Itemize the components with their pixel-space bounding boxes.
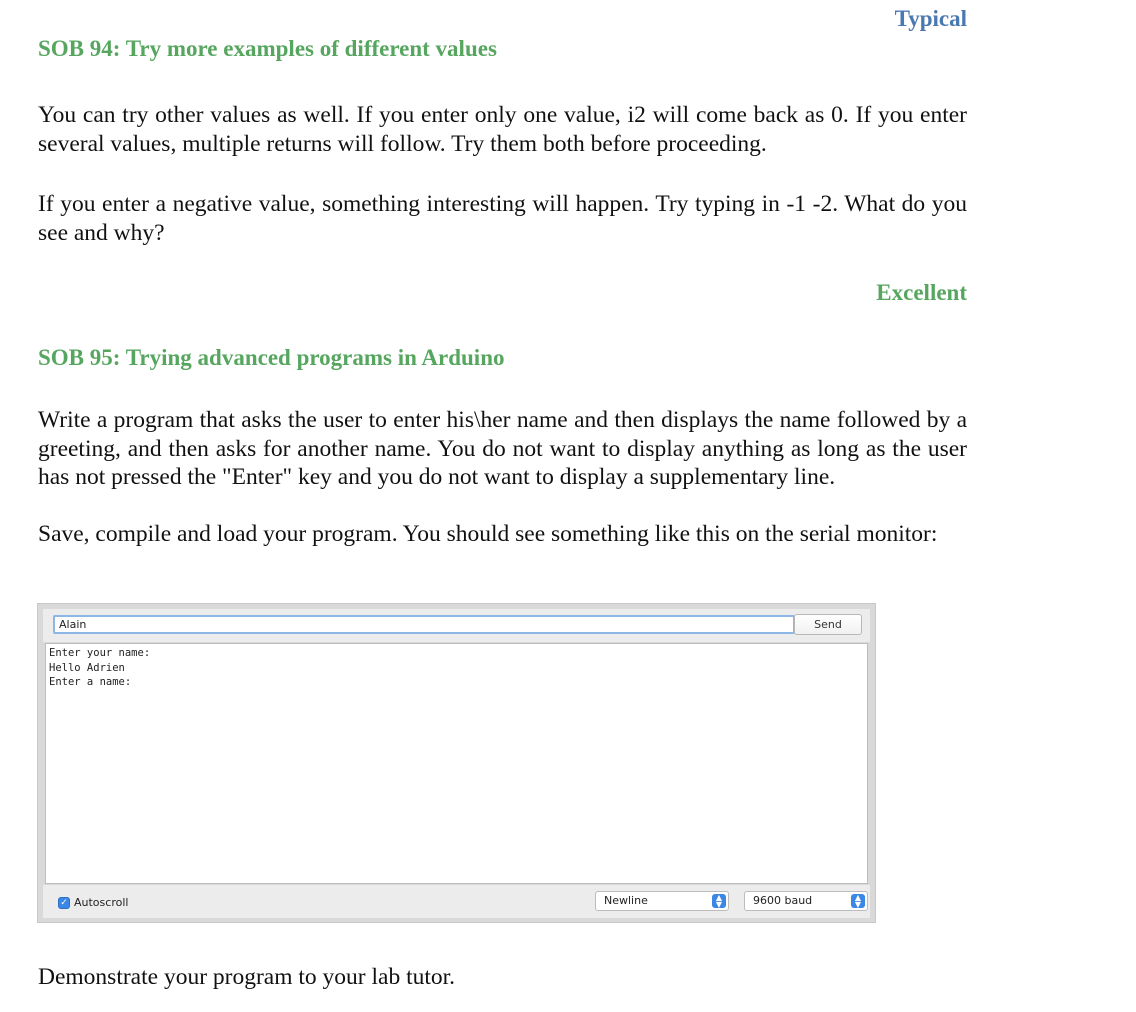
baud-rate-select[interactable] bbox=[744, 891, 868, 911]
serial-output-area bbox=[45, 643, 868, 884]
sob94-paragraph-2: If you enter a negative value, something interesting will happen. Try typing in -1 -2. What do you see and why? bbox=[38, 191, 967, 246]
send-button[interactable]: Send bbox=[794, 614, 862, 635]
output-line: Hello Adrien bbox=[49, 661, 125, 674]
rating-typical: Typical bbox=[894, 6, 967, 31]
sob94-heading: SOB 94: Try more examples of different values bbox=[38, 36, 497, 61]
rating-excellent: Excellent bbox=[876, 280, 967, 305]
output-line: Enter a name: bbox=[49, 676, 132, 688]
output-line: Enter your name: bbox=[49, 647, 151, 659]
line-ending-value: Newline bbox=[604, 894, 648, 907]
serial-monitor-window bbox=[37, 603, 876, 923]
sob95-paragraph-1: Write a program that asks the user to enter his\her name and then displays the name followed by a greeting, and then asks for another name. You do not want to display anything as long as the user has not pressed the "Enter" key and you do not want to display a supplementary line. bbox=[38, 407, 967, 490]
chevron-updown-icon: ▲ ▼ bbox=[851, 894, 865, 908]
sob95-heading: SOB 95: Trying advanced programs in Arduino bbox=[38, 345, 505, 370]
autoscroll-checkbox[interactable]: ✓ bbox=[58, 897, 70, 909]
serial-input-field[interactable]: Alain bbox=[53, 615, 795, 634]
footer-instruction: Demonstrate your program to your lab tutor. bbox=[38, 964, 456, 990]
sob95-paragraph-2: Save, compile and load your program. You should see something like this on the serial monitor: bbox=[38, 521, 938, 547]
autoscroll-label: Autoscroll bbox=[74, 896, 129, 909]
line-ending-select[interactable] bbox=[595, 891, 729, 911]
sob94-paragraph-1: You can try other values as well. If you enter only one value, i2 will come back as 0. If you enter several values, multiple returns will follow. Try them both before proceeding. bbox=[38, 102, 967, 157]
baud-rate-value: 9600 baud bbox=[753, 894, 813, 907]
chevron-updown-icon: ▲ ▼ bbox=[712, 894, 726, 908]
serial-monitor-status-bar bbox=[43, 885, 870, 918]
